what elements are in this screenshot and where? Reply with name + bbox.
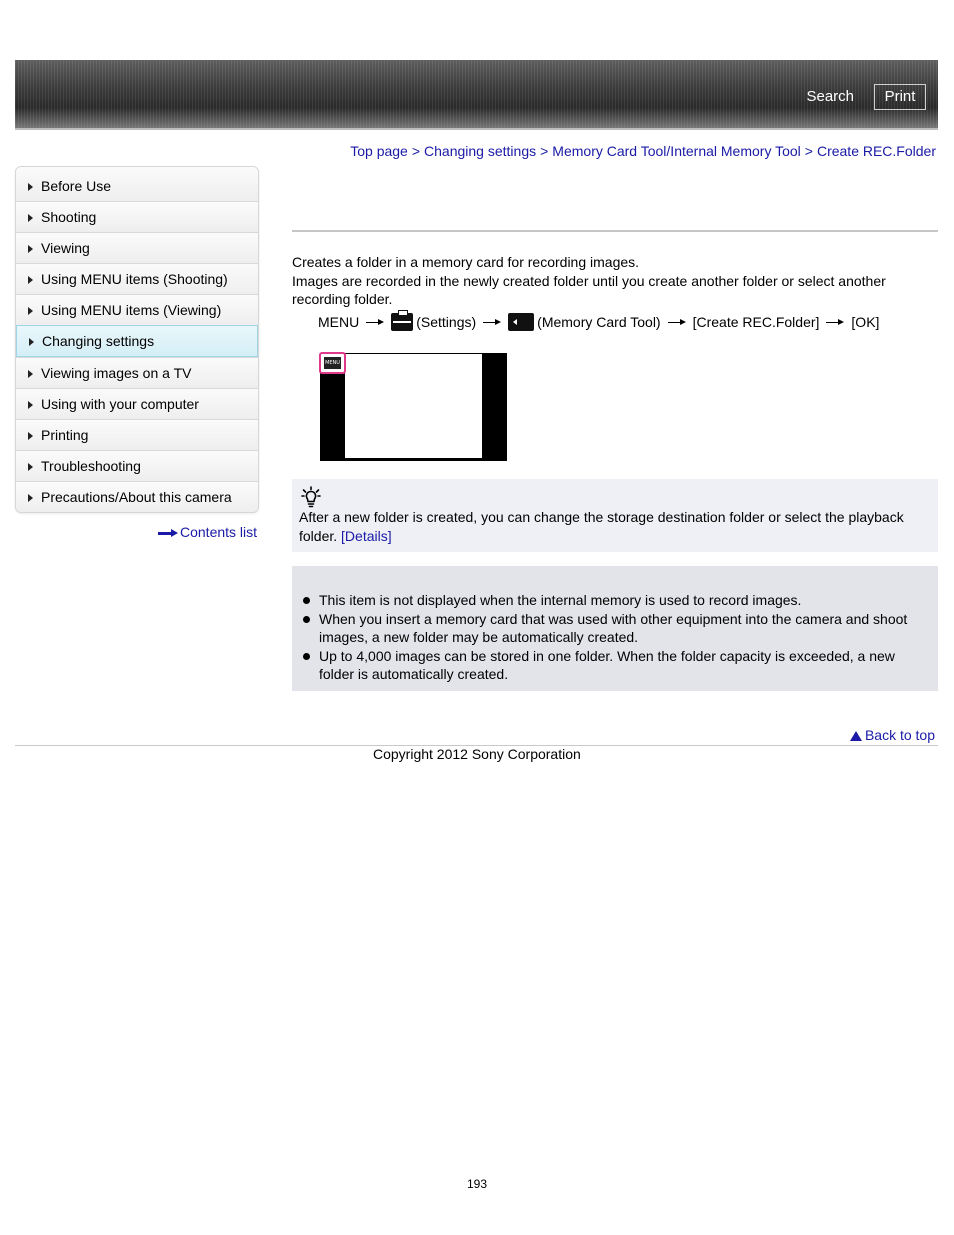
contents-list-label[interactable]: Contents list (180, 524, 258, 540)
hint-text (299, 508, 924, 545)
copyright-text: Copyright 2012 Sony Corporation (373, 746, 581, 762)
sidebar-item-label: Viewing (41, 240, 90, 256)
triangle-right-icon (28, 245, 33, 253)
print-button[interactable]: Print (874, 84, 926, 110)
notes-list (303, 591, 923, 684)
description (292, 253, 938, 309)
triangle-right-icon (28, 307, 33, 315)
sidebar-item-label: Before Use (41, 178, 112, 194)
sidebar-item-menu-shooting[interactable] (16, 263, 258, 294)
note-item: This item is not displayed when the internal memory is used to record images. (303, 591, 923, 610)
description-line: Creates a folder in a memory card for recording images. (292, 254, 640, 270)
sidebar-item-printing[interactable] (16, 419, 258, 450)
lightbulb-icon (301, 486, 321, 508)
header-banner (15, 60, 938, 130)
sidebar-item-before-use[interactable] (16, 167, 258, 201)
sidebar-item-label: Troubleshooting (41, 458, 141, 474)
back-to-top-label[interactable]: Back to top (864, 727, 935, 743)
sidebar-nav (15, 166, 259, 513)
triangle-right-icon (28, 276, 33, 284)
menu-path-memory-card-tool: (Memory Card Tool) (537, 314, 661, 330)
sidebar-item-changing-settings[interactable] (16, 325, 258, 357)
sidebar-item-viewing[interactable] (16, 232, 258, 263)
breadcrumb-create-rec-folder[interactable]: Create REC.Folder (816, 143, 936, 159)
menu-path-create-rec-folder: [Create REC.Folder] (692, 314, 820, 330)
menu-path-menu: MENU (318, 314, 360, 330)
arrow-right-icon (158, 529, 178, 537)
contents-list-link[interactable] (158, 524, 257, 540)
memory-card-icon (508, 313, 534, 331)
arrow-right-icon (483, 318, 501, 326)
hint-box (292, 479, 938, 552)
description-line: Images are recorded in the newly created folder until you create another folder or select another recording folder. (292, 272, 886, 307)
title-divider (292, 230, 938, 232)
sidebar-item-viewing-tv[interactable] (16, 357, 258, 388)
triangle-right-icon (28, 183, 33, 191)
page-number: 193 (466, 1177, 488, 1191)
breadcrumb-separator: > (540, 143, 549, 159)
note-item: Up to 4,000 images can be stored in one folder. When the folder capacity is exceeded, a new folder is automatically created. (303, 647, 923, 684)
triangle-right-icon (28, 432, 33, 440)
triangle-right-icon (28, 401, 33, 409)
triangle-right-icon (28, 214, 33, 222)
breadcrumb-separator: > (411, 143, 421, 159)
menu-button-highlight (319, 352, 346, 374)
details-link[interactable]: [Details] (341, 527, 392, 544)
sidebar-item-label: Printing (41, 427, 89, 443)
breadcrumb (350, 143, 936, 159)
triangle-up-icon (850, 731, 862, 741)
sidebar-item-menu-viewing[interactable] (16, 294, 258, 325)
note-item: When you insert a memory card that was used with other equipment into the camera and shoot images, a new folder may be automatically created. (303, 610, 923, 647)
back-to-top-link[interactable] (850, 727, 935, 743)
arrow-right-icon (366, 318, 384, 326)
breadcrumb-separator: > (804, 143, 813, 159)
menu-button-label: MENU (324, 357, 341, 369)
sidebar-item-computer[interactable] (16, 388, 258, 419)
search-button[interactable]: Search (806, 88, 854, 105)
sidebar-item-troubleshooting[interactable] (16, 450, 258, 481)
toolbox-icon (391, 313, 413, 331)
sidebar-item-label: Changing settings (42, 333, 155, 349)
sidebar-item-precautions[interactable] (16, 481, 258, 512)
menu-path-ok: [OK] (851, 314, 880, 330)
triangle-right-icon (28, 463, 33, 471)
camera-screen-illustration (320, 353, 507, 461)
sidebar-item-label: Precautions/About this camera (41, 489, 232, 505)
sidebar-item-label: Viewing images on a TV (41, 365, 192, 381)
breadcrumb-memory-card-tool[interactable]: Memory Card Tool/Internal Memory Tool (552, 143, 801, 159)
screen-display-area (344, 353, 483, 459)
triangle-right-icon (29, 338, 34, 346)
sidebar-item-label: Using MENU items (Viewing) (41, 302, 222, 318)
arrow-right-icon (826, 318, 844, 326)
notes-box (292, 566, 938, 691)
hint-body: After a new folder is created, you can change the storage destination folder or select the playback folder. (299, 509, 904, 544)
sidebar-item-label: Using with your computer (41, 396, 199, 412)
breadcrumb-changing-settings[interactable]: Changing settings (424, 143, 537, 159)
sidebar-item-shooting[interactable] (16, 201, 258, 232)
menu-path (318, 313, 879, 331)
triangle-right-icon (28, 370, 33, 378)
sidebar-item-label: Using MENU items (Shooting) (41, 271, 228, 287)
sidebar-item-label: Shooting (41, 209, 97, 225)
menu-path-settings: (Settings) (416, 314, 477, 330)
arrow-right-icon (668, 318, 686, 326)
breadcrumb-top-page[interactable]: Top page (350, 143, 408, 159)
triangle-right-icon (28, 494, 33, 502)
